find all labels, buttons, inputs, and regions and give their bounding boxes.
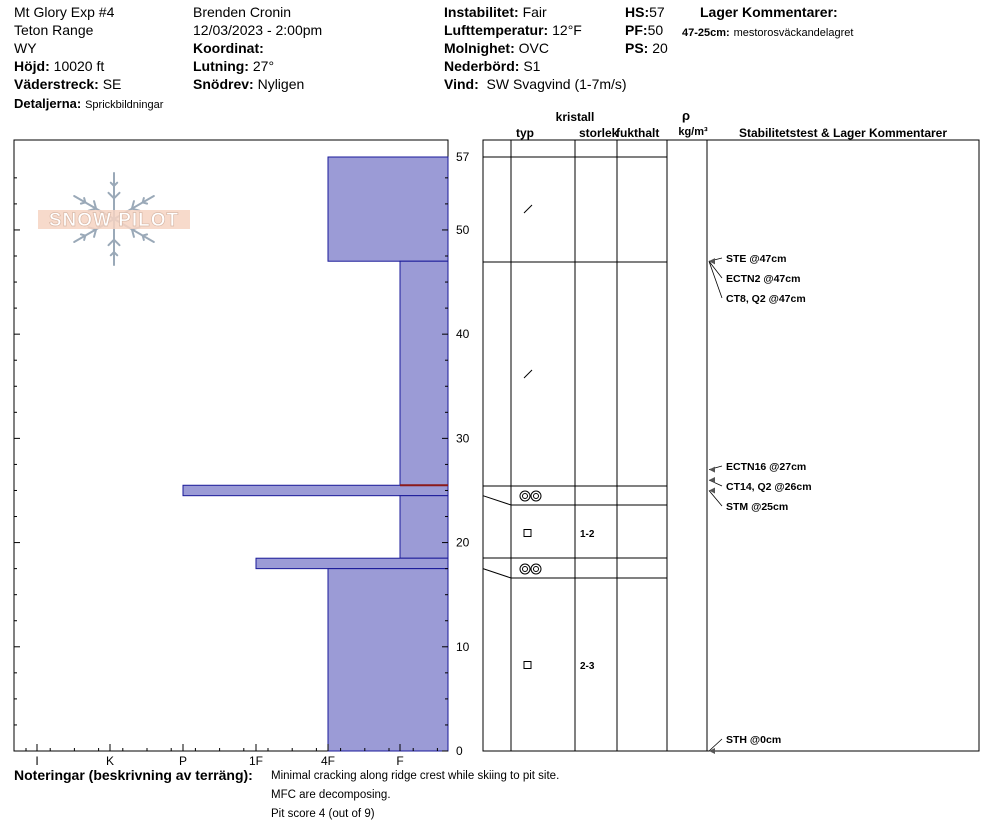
stability-test-label: ECTN16 @27cm [726, 461, 807, 473]
grain-table [483, 140, 707, 751]
observer-name: Brenden Cronin [193, 4, 292, 20]
stability-label: Instabilitet: [444, 4, 519, 20]
test-leader-line [709, 739, 722, 751]
wind-loading-label: Snödrev: [193, 76, 254, 92]
layer-comment-text: mestorosväckandelagret [733, 27, 854, 39]
note-line-1: Minimal cracking along ridge crest while skiing to pit site. [271, 770, 560, 782]
grain-symbol-circle-outer [531, 491, 541, 501]
test-arrow-head [709, 487, 715, 493]
hardness-tick-label: 1F [248, 754, 264, 768]
slope-value: 27° [252, 58, 275, 74]
grain-symbol-circle-inner [534, 567, 539, 572]
size-header: storlek [579, 126, 619, 140]
stability-test-label: CT14, Q2 @26cm [726, 481, 812, 493]
mountain-range: Teton Range [14, 22, 94, 38]
depth-tick-label: 0 [456, 744, 463, 758]
grain-symbol-circle-outer [531, 564, 541, 574]
wind-value: SW Svagvind (1-7m/s) [486, 76, 627, 92]
location-name: Mt Glory Exp #4 [14, 4, 115, 20]
ps-label: PS: [625, 40, 649, 56]
hardness-layer-bar [183, 485, 448, 495]
hardness-tick-label: 4F [320, 754, 336, 768]
hardness-tick-label: K [105, 754, 115, 768]
grain-symbol-circle-inner [534, 494, 539, 499]
depth-tick-label: 10 [456, 639, 470, 654]
hardness-layer-bar [256, 558, 448, 568]
hs-value: 57 [649, 4, 665, 20]
snowpilot-logo [38, 173, 190, 265]
density-unit-header: kg/m³ [678, 126, 708, 138]
stability-test-label: STE @47cm [726, 253, 787, 265]
note-line-3: Pit score 4 (out of 9) [271, 808, 375, 820]
snowflake-branch [84, 236, 85, 240]
hardness-layer-bar [328, 569, 448, 751]
precip-value: S1 [523, 58, 541, 74]
hardness-layers [183, 157, 448, 751]
test-leader-line [709, 261, 722, 298]
elevation-value: 10020 ft [53, 58, 105, 74]
rho-header: ρ [681, 108, 691, 123]
test-arrow-head [709, 467, 715, 473]
moisture-header: fukthalt [616, 126, 660, 140]
wind-label: Vind: [444, 76, 479, 92]
observation-datetime: 12/03/2023 - 2:00pm [193, 22, 323, 38]
stability-tests-header: Stabilitetstest & Lager Kommentarer [738, 126, 948, 140]
pf-label: PF: [625, 22, 648, 38]
pf-value: 50 [647, 22, 664, 38]
air-temp-label: Lufttemperatur: [444, 22, 549, 38]
layer-comment-depth: 47-25cm: [682, 27, 730, 39]
hardness-tick-label: F [396, 754, 404, 768]
test-arrow-head [709, 748, 715, 754]
grain-symbol-slash [524, 205, 532, 213]
grain-size-label: 2-3 [580, 661, 595, 672]
hardness-tick-label: P [178, 754, 188, 768]
hardness-layer-bar [400, 261, 448, 485]
notes-label: Noteringar (beskrivning av terräng): [14, 767, 253, 783]
state: WY [14, 40, 37, 56]
test-arrow-head [709, 477, 715, 483]
grain-symbol-square [524, 662, 531, 669]
depth-tick-label: 50 [456, 222, 470, 237]
test-leader-line [709, 261, 722, 278]
grain-row-connector [483, 496, 511, 505]
snowflake-branch [143, 198, 144, 202]
depth-tick-label: 40 [456, 327, 470, 342]
grain-row-connector [483, 569, 511, 578]
details-value: Sprickbildningar [85, 99, 164, 111]
stability-tests [709, 253, 812, 754]
air-temp-value: 12°F [552, 22, 582, 38]
grain-symbol-circle-inner [523, 494, 528, 499]
aspect-value: SE [102, 76, 122, 92]
grain-table-frame [483, 140, 979, 751]
grain-size-label: 1-2 [580, 529, 595, 540]
sky-value: OVC [518, 40, 549, 56]
depth-tick-label: 57 [456, 150, 470, 164]
coordinate-label: Koordinat: [193, 40, 264, 56]
hardness-layer-bar [328, 157, 448, 261]
grain-symbol-square [524, 530, 531, 537]
crystal-header: kristall [555, 110, 595, 124]
sky-label: Molnighet: [444, 40, 515, 56]
snowflake-branch [81, 202, 85, 203]
type-header: typ [516, 126, 534, 140]
precip-label: Nederbörd: [444, 58, 520, 74]
snowflake-branch [143, 234, 147, 235]
hardness-tick-label: I [35, 754, 39, 768]
wind-loading-value: Nyligen [257, 76, 305, 92]
elevation-label: Höjd: [14, 58, 50, 74]
hardness-layer-bar [400, 496, 448, 559]
hs-label: HS: [625, 4, 650, 20]
grain-symbol-circle-outer [520, 564, 530, 574]
layer-comments-title: Lager Kommentarer: [700, 4, 838, 20]
grain-symbol-circle-inner [523, 567, 528, 572]
stability-value: Fair [522, 4, 547, 20]
details-label: Detaljerna: [14, 96, 82, 111]
aspect-label: Väderstreck: [14, 76, 99, 92]
grain-symbol-circle-outer [520, 491, 530, 501]
test-leader-line [709, 490, 722, 506]
stability-test-label: STH @0cm [726, 734, 782, 746]
slope-label: Lutning: [193, 58, 249, 74]
stability-test-label: STM @25cm [726, 501, 789, 513]
snowpilot-logo-text: SNOW PILOT [48, 210, 180, 231]
depth-tick-label: 30 [456, 431, 470, 446]
stability-test-label: CT8, Q2 @47cm [726, 293, 806, 305]
note-line-2: MFC are decomposing. [271, 789, 391, 801]
grain-symbol-slash [524, 370, 532, 378]
ps-value: 20 [652, 40, 668, 56]
stability-test-label: ECTN2 @47cm [726, 273, 801, 285]
depth-tick-label: 20 [456, 535, 470, 550]
